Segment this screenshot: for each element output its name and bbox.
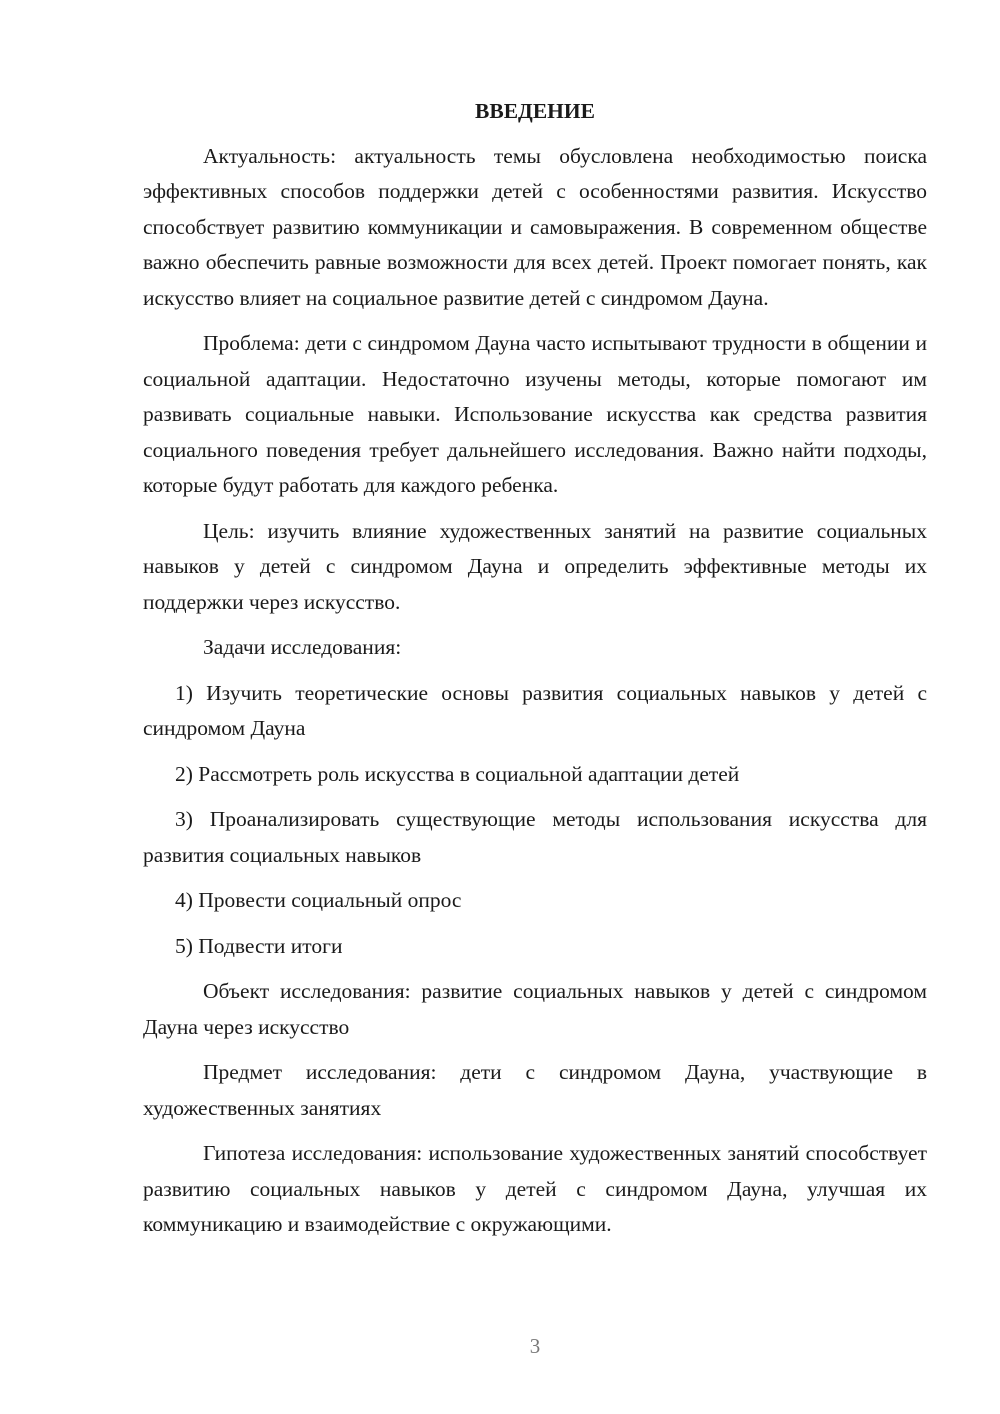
paragraph-subject: Предмет исследования: дети с синдромом Дауна, участвующие в художественных занятиях (143, 1060, 927, 1120)
document-body (143, 94, 927, 1253)
section-title: ВВЕДЕНИЕ (475, 99, 595, 123)
paragraph-goal: Цель: изучить влияние художественных занятий на развитие социальных навыков у детей с синдромом Дауна и определить эффективные методы их поддержки через искусство. (143, 518, 927, 614)
paragraph-tasks-heading: Задачи исследования: (203, 635, 402, 659)
paragraph-relevance: Актуальность: актуальность темы обусловлена необходимостью поиска эффективных способов поддержки детей с особенностями развития. Искусство способствует развитию коммуникации и самовыражения. В современном обществе важно обеспечить равные возможности для всех детей. Проект помогает понять, как искусство влияет на социальное развитие детей с синдромом Дауна. (143, 143, 927, 310)
paragraph-hypothesis: Гипотеза исследования: использование художественных занятий способствует развитию социальных навыков у детей с синдромом Дауна, улучшая их коммуникацию и взаимодействие с окружающими. (143, 1141, 927, 1236)
list-item-task-4: 4) Провести социальный опрос (175, 888, 462, 912)
paragraph-problem: Проблема: дети с синдромом Дауна часто испытывают трудности в общении и социальной адаптации. Недостаточно изучены методы, которые помогают им развивать социальные навыки. Использование искусства как средства развития социального поведения требует дальнейшего исследования. Важно найти подходы, которые будут работать для каждого ребенка. (143, 331, 927, 497)
list-item-task-2: 2) Рассмотреть роль искусства в социальной адаптации детей (175, 761, 740, 786)
list-item-task-3: 3) Проанализировать существующие методы использования искусства для развития социальных навыков (143, 807, 927, 867)
list-item-task-5: 5) Подвести итоги (175, 933, 343, 958)
page-number: 3 (529, 1334, 541, 1358)
list-item-task-1: 1) Изучить теоретические основы развития социальных навыков у детей с синдромом Дауна (143, 680, 927, 740)
paragraph-object: Объект исследования: развитие социальных навыков у детей с синдромом Дауна через искусство (143, 979, 927, 1039)
